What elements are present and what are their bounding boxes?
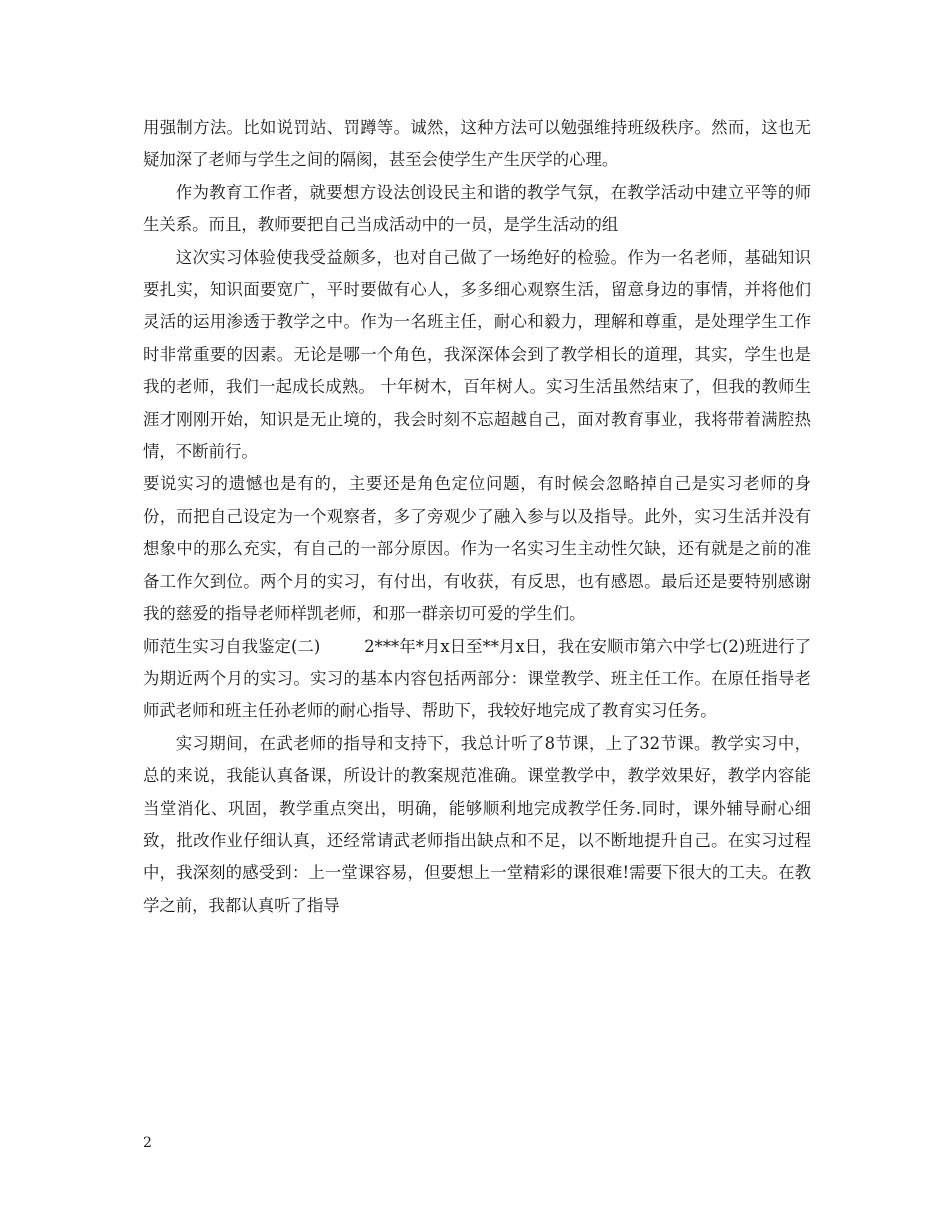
paragraph-1: 用强制方法。比如说罚站、罚蹲等。诚然，这种方法可以勉强维持班级秩序。然而，这也无疑加深了老师与学生之间的隔阂，甚至会使学生产生厌学的心理。 <box>143 118 811 170</box>
section-block <box>143 631 811 728</box>
section-heading: 师范生实习自我鉴定(二) <box>143 636 321 656</box>
paragraph-2: 作为教育工作者，就要想方设法创设民主和谐的教学气氛，在教学活动中建立平等的师生关系。而且，教师要把自己当成活动中的一员，是学生活动的组 <box>143 182 811 235</box>
section-intro: 2***年*月x日至**月x日，我在安顺市第六中学七(2)班进行了为期近两个月的实习。实习的基本内容包括两部分：课堂教学、班主任工作。在原任指导老师武老师和班主任孙老师的耐心指导、帮助下，我较好地完成了教育实习任务。 <box>143 636 811 721</box>
paragraph-3: 这次实习体验使我受益颇多，也对自己做了一场绝好的检验。作为一名老师，基础知识要扎实，知识面要宽广，平时要做有心人，多多细心观察生活，留意身边的事情，并将他们灵活的运用渗透于教学之中。作为一名班主任，耐心和毅力，理解和尊重，是处理学生工作时非常重要的因素。无论是哪一个角色，我深深体会到了教学相长的道理，其实，学生也是我的老师，我们一起成长成熟。 十年树木，百年树人。实习生活虽然结束了，但我的教师生涯才刚刚开始，知识是无止境的，我会时刻不忘超越自己，面对教育事业，我将带着满腔热情，不断前行。 <box>143 247 811 462</box>
paragraph-closing: 实习期间，在武老师的指导和支持下，我总计听了8节课，上了32节课。教学实习中，总的来说，我能认真备课，所设计的教案规范准确。课堂教学中，教学效果好，教学内容能当堂消化、巩固，教学重点突出，明确，能够顺利地完成教学任务.同时，课外辅导耐心细致，批改作业仔细认真，还经常请武老师指出缺点和不足，以不断地提升自己。在实习过程中，我深刻的感受到：上一堂课容易，但要想上一堂精彩的课很难!需要下很大的工夫。在教学之前，我都认真听了指导 <box>143 733 811 915</box>
paragraph-4: 要说实习的遗憾也是有的，主要还是角色定位问题，有时候会忽略掉自己是实习老师的身份，而把自己设定为一个观察者，多了旁观少了融入参与以及指导。此外，实习生活并没有想象中的那么充实，有自己的一部分原因。作为一名实习生主动性欠缺，还有就是之前的准备工作欠到位。两个月的实习，有付出，有收获，有反思，也有感恩。最后还是要特别感谢我的慈爱的指导老师样凯老师，和那一群亲切可爱的学生们。 <box>143 474 811 624</box>
document-body <box>143 112 811 922</box>
page-number: 2 <box>143 1135 152 1151</box>
